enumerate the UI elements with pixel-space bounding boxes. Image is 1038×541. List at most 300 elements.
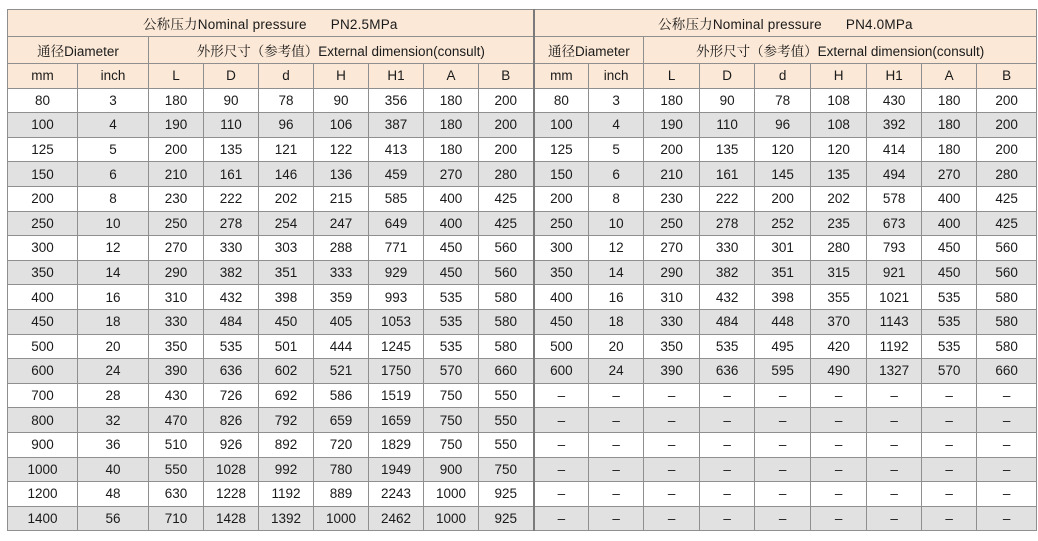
table-cell: 1245 <box>369 334 424 359</box>
table-cell: 125 <box>534 137 589 162</box>
table-cell: – <box>867 506 922 531</box>
table-cell: 78 <box>755 88 811 113</box>
table-cell: 535 <box>700 334 755 359</box>
table-cell: 3 <box>78 88 149 113</box>
table-cell: 535 <box>424 285 479 310</box>
table-cell: 100 <box>8 113 78 138</box>
table-cell: 24 <box>78 359 149 384</box>
table-cell: 200 <box>977 88 1037 113</box>
table-cell: 106 <box>314 113 369 138</box>
table-cell: 190 <box>149 113 204 138</box>
table-cell: 405 <box>314 309 369 334</box>
table-cell: – <box>644 432 700 457</box>
table-cell: 108 <box>811 88 867 113</box>
table-cell: – <box>755 432 811 457</box>
table-cell: 247 <box>314 211 369 236</box>
table-cell: 450 <box>534 309 589 334</box>
table-cell: 400 <box>922 186 977 211</box>
table-cell: – <box>589 457 644 482</box>
table-cell: 673 <box>867 211 922 236</box>
table-cell: 14 <box>589 260 644 285</box>
table-cell: 350 <box>534 260 589 285</box>
table-cell: – <box>755 457 811 482</box>
table-cell: – <box>811 408 867 433</box>
table-cell: 1000 <box>8 457 78 482</box>
table-cell: – <box>589 408 644 433</box>
table-cell: 450 <box>424 236 479 261</box>
table-cell: 586 <box>314 383 369 408</box>
table-cell: 280 <box>479 162 534 187</box>
table-cell: 230 <box>149 186 204 211</box>
table-cell: 110 <box>700 113 755 138</box>
table-cell: – <box>867 482 922 507</box>
table-cell: 5 <box>78 137 149 162</box>
table-cell: 1829 <box>369 432 424 457</box>
table-cell: 1519 <box>369 383 424 408</box>
table-row <box>8 408 1037 433</box>
table-cell: 350 <box>149 334 204 359</box>
table-cell: 1000 <box>314 506 369 531</box>
table-cell: 20 <box>78 334 149 359</box>
table-row <box>8 432 1037 457</box>
table-row <box>8 506 1037 531</box>
table-row <box>8 113 1037 138</box>
table-cell: 300 <box>534 236 589 261</box>
table-cell: 351 <box>755 260 811 285</box>
table-cell: 290 <box>149 260 204 285</box>
table-cell: 550 <box>149 457 204 482</box>
table-cell: 200 <box>8 186 78 211</box>
table-cell: 993 <box>369 285 424 310</box>
pressure-title-value: PN4.0MPa <box>845 17 913 32</box>
table-cell: 200 <box>644 137 700 162</box>
table-cell: 925 <box>479 506 534 531</box>
table-cell: 180 <box>424 137 479 162</box>
column-header-row <box>8 64 1037 89</box>
table-cell: 926 <box>204 432 259 457</box>
table-cell: – <box>922 482 977 507</box>
table-cell: 720 <box>314 432 369 457</box>
table-cell: 500 <box>8 334 78 359</box>
table-cell: 230 <box>644 186 700 211</box>
table-cell: 448 <box>755 309 811 334</box>
table-cell: 18 <box>78 309 149 334</box>
table-row <box>8 309 1037 334</box>
table-cell: 370 <box>811 309 867 334</box>
table-cell: 1192 <box>259 482 314 507</box>
table-cell: 56 <box>78 506 149 531</box>
table-cell: 398 <box>259 285 314 310</box>
column-header: H <box>314 64 369 89</box>
table-cell: 925 <box>479 482 534 507</box>
table-cell: 649 <box>369 211 424 236</box>
table-cell: 1200 <box>8 482 78 507</box>
table-cell: – <box>700 457 755 482</box>
table-cell: – <box>534 408 589 433</box>
table-cell: 333 <box>314 260 369 285</box>
table-cell: 793 <box>867 236 922 261</box>
table-cell: 20 <box>589 334 644 359</box>
table-cell: 630 <box>149 482 204 507</box>
table-cell: 135 <box>811 162 867 187</box>
unit-header: inch <box>589 64 644 89</box>
column-header: H <box>811 64 867 89</box>
table-cell: 200 <box>534 186 589 211</box>
table-cell: – <box>922 408 977 433</box>
table-cell: 250 <box>644 211 700 236</box>
table-cell: 90 <box>314 88 369 113</box>
table-cell: 535 <box>922 334 977 359</box>
table-cell: 210 <box>644 162 700 187</box>
column-header: L <box>644 64 700 89</box>
table-cell: 122 <box>314 137 369 162</box>
table-cell: 270 <box>149 236 204 261</box>
table-cell: 330 <box>204 236 259 261</box>
table-cell: 929 <box>369 260 424 285</box>
table-cell: 580 <box>479 334 534 359</box>
table-cell: 180 <box>922 88 977 113</box>
table-cell: 692 <box>259 383 314 408</box>
table-cell: 470 <box>149 408 204 433</box>
table-cell: 413 <box>369 137 424 162</box>
table-row <box>8 457 1037 482</box>
table-cell: 3 <box>589 88 644 113</box>
table-cell: 125 <box>8 137 78 162</box>
table-cell: 420 <box>811 334 867 359</box>
group-header-row <box>8 37 1037 64</box>
table-cell: – <box>644 457 700 482</box>
table-cell: 161 <box>700 162 755 187</box>
table-cell: 580 <box>479 285 534 310</box>
unit-header: mm <box>534 64 589 89</box>
table-cell: 992 <box>259 457 314 482</box>
table-cell: 602 <box>259 359 314 384</box>
table-cell: 180 <box>149 88 204 113</box>
table-cell: – <box>589 482 644 507</box>
table-cell: 108 <box>811 113 867 138</box>
table-cell: – <box>867 383 922 408</box>
table-cell: 585 <box>369 186 424 211</box>
table-cell: 580 <box>479 309 534 334</box>
table-cell: 250 <box>534 211 589 236</box>
table-cell: 889 <box>314 482 369 507</box>
table-cell: 18 <box>589 309 644 334</box>
table-cell: 660 <box>977 359 1037 384</box>
table-row <box>8 383 1037 408</box>
table-cell: 1392 <box>259 506 314 531</box>
table-body <box>8 88 1037 531</box>
table-cell: 1750 <box>369 359 424 384</box>
table-cell: 494 <box>867 162 922 187</box>
table-cell: – <box>922 457 977 482</box>
table-cell: 600 <box>534 359 589 384</box>
column-header: A <box>922 64 977 89</box>
table-cell: 180 <box>644 88 700 113</box>
table-cell: – <box>755 506 811 531</box>
table-row <box>8 211 1037 236</box>
table-cell: 28 <box>78 383 149 408</box>
table-cell: – <box>589 432 644 457</box>
table-cell: 510 <box>149 432 204 457</box>
table-cell: 32 <box>78 408 149 433</box>
table-cell: 16 <box>78 285 149 310</box>
table-cell: 215 <box>314 186 369 211</box>
table-cell: 771 <box>369 236 424 261</box>
table-cell: – <box>534 432 589 457</box>
table-cell: 351 <box>259 260 314 285</box>
table-cell: 270 <box>644 236 700 261</box>
table-cell: 450 <box>922 260 977 285</box>
table-cell: 892 <box>259 432 314 457</box>
table-cell: 1949 <box>369 457 424 482</box>
table-cell: 550 <box>479 432 534 457</box>
table-cell: 432 <box>700 285 755 310</box>
table-cell: 501 <box>259 334 314 359</box>
table-cell: 14 <box>78 260 149 285</box>
table-cell: 4 <box>589 113 644 138</box>
table-row <box>8 482 1037 507</box>
table-cell: – <box>755 383 811 408</box>
table-cell: 222 <box>700 186 755 211</box>
table-cell: 6 <box>78 162 149 187</box>
table-cell: 310 <box>149 285 204 310</box>
table-cell: – <box>644 506 700 531</box>
table-cell: 580 <box>977 285 1037 310</box>
diameter-header: 通径Diameter <box>534 37 644 64</box>
table-cell: 10 <box>589 211 644 236</box>
table-cell: 180 <box>922 113 977 138</box>
table-cell: – <box>811 506 867 531</box>
table-cell: 190 <box>644 113 700 138</box>
table-row <box>8 162 1037 187</box>
table-cell: – <box>922 432 977 457</box>
table-cell: 350 <box>8 260 78 285</box>
column-header: d <box>755 64 811 89</box>
table-cell: 12 <box>78 236 149 261</box>
table-cell: 12 <box>589 236 644 261</box>
table-cell: – <box>922 506 977 531</box>
table-cell: – <box>644 482 700 507</box>
table-cell: 580 <box>977 309 1037 334</box>
table-cell: 560 <box>977 260 1037 285</box>
table-cell: 145 <box>755 162 811 187</box>
table-cell: 4 <box>78 113 149 138</box>
table-cell: 1143 <box>867 309 922 334</box>
table-cell: 2243 <box>369 482 424 507</box>
table-cell: 310 <box>644 285 700 310</box>
table-cell: – <box>534 383 589 408</box>
table-row <box>8 359 1037 384</box>
table-cell: 202 <box>259 186 314 211</box>
table-cell: 900 <box>8 432 78 457</box>
table-cell: 235 <box>811 211 867 236</box>
table-cell: – <box>977 482 1037 507</box>
table-cell: – <box>867 408 922 433</box>
table-cell: – <box>977 408 1037 433</box>
table-cell: 382 <box>204 260 259 285</box>
table-cell: 222 <box>204 186 259 211</box>
table-cell: 535 <box>424 334 479 359</box>
table-cell: 780 <box>314 457 369 482</box>
table-cell: 254 <box>259 211 314 236</box>
table-cell: 659 <box>314 408 369 433</box>
table-cell: 1192 <box>867 334 922 359</box>
table-cell: 1659 <box>369 408 424 433</box>
table-row <box>8 137 1037 162</box>
table-cell: 1000 <box>424 506 479 531</box>
column-header: B <box>977 64 1037 89</box>
table-cell: 359 <box>314 285 369 310</box>
table-cell: 200 <box>479 88 534 113</box>
table-cell: 726 <box>204 383 259 408</box>
table-cell: – <box>644 408 700 433</box>
column-header: A <box>424 64 479 89</box>
table-cell: 392 <box>867 113 922 138</box>
table-cell: 24 <box>589 359 644 384</box>
column-header: H1 <box>369 64 424 89</box>
table-cell: 550 <box>479 383 534 408</box>
dimension-header: 外形尺寸（参考值）External dimension(consult) <box>149 37 534 64</box>
table-cell: 560 <box>479 260 534 285</box>
pressure-header-row <box>8 10 1037 37</box>
table-row <box>8 236 1037 261</box>
table-cell: 10 <box>78 211 149 236</box>
table-cell: – <box>534 482 589 507</box>
table-cell: 200 <box>755 186 811 211</box>
table-cell: 450 <box>922 236 977 261</box>
table-cell: 290 <box>644 260 700 285</box>
table-cell: 450 <box>424 260 479 285</box>
table-cell: 356 <box>369 88 424 113</box>
table-cell: – <box>534 506 589 531</box>
table-cell: 200 <box>479 137 534 162</box>
table-cell: 425 <box>977 211 1037 236</box>
table-cell: 288 <box>314 236 369 261</box>
table-cell: 1021 <box>867 285 922 310</box>
table-cell: 800 <box>8 408 78 433</box>
column-header: L <box>149 64 204 89</box>
table-cell: 1327 <box>867 359 922 384</box>
table-cell: – <box>700 506 755 531</box>
table-cell: 425 <box>479 186 534 211</box>
column-header: D <box>204 64 259 89</box>
table-cell: – <box>811 457 867 482</box>
table-cell: 48 <box>78 482 149 507</box>
table-cell: 90 <box>700 88 755 113</box>
table-cell: 330 <box>644 309 700 334</box>
table-cell: – <box>700 432 755 457</box>
table-cell: 400 <box>8 285 78 310</box>
table-cell: 570 <box>424 359 479 384</box>
table-row <box>8 186 1037 211</box>
table-cell: – <box>534 457 589 482</box>
table-cell: 535 <box>204 334 259 359</box>
table-cell: 826 <box>204 408 259 433</box>
table-cell: 146 <box>259 162 314 187</box>
table-cell: 350 <box>644 334 700 359</box>
table-cell: 6 <box>589 162 644 187</box>
table-cell: 459 <box>369 162 424 187</box>
table-cell: 136 <box>314 162 369 187</box>
dimension-table <box>7 9 1037 531</box>
pressure-title-value: PN2.5MPa <box>330 17 398 32</box>
table-cell: 710 <box>149 506 204 531</box>
table-cell: 96 <box>259 113 314 138</box>
table-cell: 430 <box>867 88 922 113</box>
table-cell: 270 <box>424 162 479 187</box>
table-cell: 595 <box>755 359 811 384</box>
table-cell: 96 <box>755 113 811 138</box>
table-cell: 490 <box>811 359 867 384</box>
table-cell: 110 <box>204 113 259 138</box>
table-cell: – <box>867 432 922 457</box>
table-cell: 444 <box>314 334 369 359</box>
table-cell: 600 <box>8 359 78 384</box>
table-cell: 8 <box>78 186 149 211</box>
table-cell: 700 <box>8 383 78 408</box>
table-cell: 570 <box>922 359 977 384</box>
table-cell: – <box>867 457 922 482</box>
table-cell: 180 <box>922 137 977 162</box>
table-cell: 560 <box>479 236 534 261</box>
table-cell: 1053 <box>369 309 424 334</box>
table-cell: 5 <box>589 137 644 162</box>
table-cell: 120 <box>755 137 811 162</box>
table-cell: 80 <box>534 88 589 113</box>
table-cell: 80 <box>8 88 78 113</box>
table-cell: 750 <box>424 383 479 408</box>
table-cell: 750 <box>479 457 534 482</box>
table-cell: 135 <box>700 137 755 162</box>
pressure-title-pn25 <box>8 10 534 37</box>
table-cell: 250 <box>149 211 204 236</box>
table-cell: 355 <box>811 285 867 310</box>
table-cell: 278 <box>700 211 755 236</box>
table-cell: 40 <box>78 457 149 482</box>
table-cell: 660 <box>479 359 534 384</box>
table-cell: 578 <box>867 186 922 211</box>
table-cell: – <box>922 383 977 408</box>
table-cell: 330 <box>149 309 204 334</box>
table-cell: 1000 <box>424 482 479 507</box>
table-cell: 450 <box>8 309 78 334</box>
table-cell: 382 <box>700 260 755 285</box>
table-cell: 1428 <box>204 506 259 531</box>
table-cell: – <box>700 408 755 433</box>
table-row <box>8 260 1037 285</box>
table-cell: 792 <box>259 408 314 433</box>
table-cell: 900 <box>424 457 479 482</box>
table-cell: 200 <box>977 113 1037 138</box>
table-cell: – <box>700 383 755 408</box>
table-cell: 432 <box>204 285 259 310</box>
table-cell: 180 <box>424 113 479 138</box>
column-header: d <box>259 64 314 89</box>
table-cell: 78 <box>259 88 314 113</box>
table-cell: 300 <box>8 236 78 261</box>
table-cell: 90 <box>204 88 259 113</box>
table-cell: 636 <box>700 359 755 384</box>
table-cell: 636 <box>204 359 259 384</box>
table-cell: – <box>977 383 1037 408</box>
table-cell: 278 <box>204 211 259 236</box>
table-cell: 390 <box>644 359 700 384</box>
table-cell: 560 <box>977 236 1037 261</box>
table-row <box>8 285 1037 310</box>
table-cell: 750 <box>424 408 479 433</box>
table-cell: 1028 <box>204 457 259 482</box>
table-cell: 280 <box>811 236 867 261</box>
